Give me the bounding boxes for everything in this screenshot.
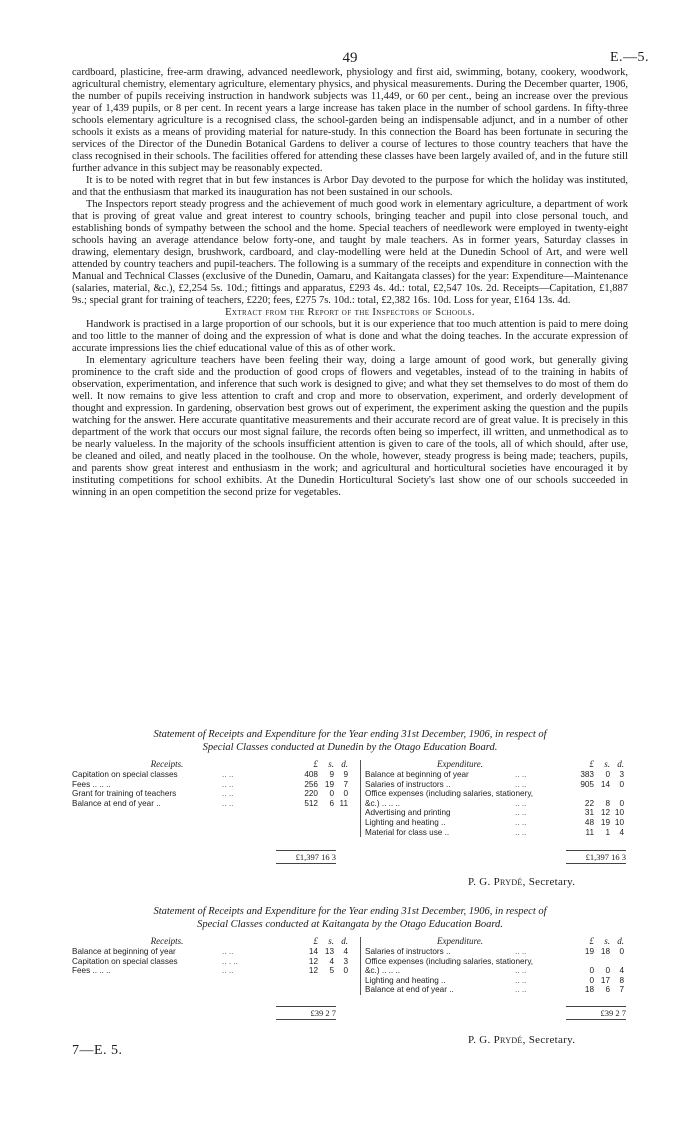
receipts-column [72,760,352,808]
ledger-row [72,799,352,809]
ledger-amount [572,828,628,838]
amount-pence: 0 [343,789,348,799]
title-line: Statement of Receipts and Expenditure for the Year ending 31st December, 1906, in respect of [153,729,547,740]
ledger-row [365,808,628,818]
ledger-label: Lighting and heating .. [365,817,446,827]
signature-name: P. G. Prydé, [468,1034,526,1046]
footer-ref: 7—E. 5. [72,1043,123,1058]
amount-pounds: 12 [308,966,318,976]
paragraph: Handwork is practised in a large proportion of our schools, but it is our experience that too much attention is paid to mere doing and too little to the manner of doing and the expression of what is done and what the doing teaches. In the accurate expression of accurate impressions lies the chief educational value of this as of other work. [72,319,628,354]
amount-pence: 3 [619,770,624,779]
leader-dots: .. .. [222,947,234,956]
ledger-row [72,780,352,790]
ledger-row [365,957,628,967]
amount-pounds: 11 [585,827,594,837]
leader-dots: .. .. [515,985,527,995]
amount-shillings: 4 [329,956,334,966]
total-expenditure: £1,397 16 3 [566,850,626,864]
total-expenditure: £39 2 7 [566,1006,626,1020]
signature-title: Secretary. [528,1034,576,1046]
paragraph: cardboard, plasticine, free-arm drawing, advanced needlework, physiology and first aid, swimming, botany, cookery, woodwork, agricultural chemistry, elementary agriculture, elementary physics, and physical measurements. During the December quarter, 1906, the number of pupils receiving instruction in handwork subjects was 11,449, or 60 per cent., being an increase over the previous year of 1,439 pupils, or 8 per cent. In recent years a large increase has taken place in the number of school gardens. In fifty-three schools elementary agriculture is a recognised class, the school-garden being an indispensable adjunct, and in a number of other schools it exists as a means of providing material for nature-study. In this connection the Board has been fortunate in securing the services of the Director of the Dunedin Botanical Gardens to deliver a course of lectures to those country teachers that have the class recognised in their schools. The facilities offered for attending these classes have been largely availed of, and in the future still further advance in this subject may be reasonably expected. [72,67,628,174]
leader-dots: .. .. [515,827,527,837]
leader-dots: .. .. [515,947,527,956]
signature-name: P. G. Prydé, [468,876,526,888]
receipts-header: Receipts. [150,936,184,946]
leader-dots: .. .. [515,966,527,976]
ledger-label: Balance at beginning of year [365,770,469,779]
total-receipts: £1,397 16 3 [276,850,336,864]
leader-dots: .. .. [515,975,527,985]
ledger-row [365,828,628,838]
expenditure-header: Expenditure. [437,936,483,946]
amount-pounds: 408 [304,770,318,779]
ledger-row [72,789,352,799]
lsd-header: £ s. d. [313,759,348,769]
leader-dots: .. .. [515,817,527,827]
amount-shillings: 17 [600,975,610,985]
amount-shillings: 1 [605,827,610,837]
ledger-row [365,966,628,976]
leader-dots: .. .. [222,798,234,808]
lsd-header: £ s. d. [589,936,624,946]
amount-pence: 4 [619,966,624,976]
leader-dots: .. .. [515,770,527,779]
amount-pence: 0 [619,947,624,956]
amount-shillings: 14 [600,779,610,789]
amount-pence: 10 [614,817,624,827]
receipts-header: Receipts. [150,759,184,769]
amount-shillings: 6 [605,985,610,995]
amount-pence: 7 [343,779,348,789]
leader-dots: .. .. [222,789,234,799]
ledger-label: Material for class use .. [365,827,450,837]
ledger-amount [296,957,352,967]
ledger-amount [572,789,628,799]
amount-shillings: 9 [329,770,334,779]
leader-dots: .. .. [222,779,234,789]
ledger-row [72,966,352,976]
amount-pounds: 256 [304,779,318,789]
ledger-label: Lighting and heating .. [365,975,446,985]
ledger-amount [296,799,352,809]
leader-dots: .. .. [515,808,527,818]
receipts-column [72,937,352,976]
lsd-header: £ s. d. [313,936,348,946]
amount-pounds: 512 [304,798,318,808]
ledger-label: Balance at end of year .. [365,985,454,995]
ledger-row [365,976,628,986]
signature [468,876,575,888]
ledger-row [365,789,628,799]
ledger-amount [296,780,352,790]
ledger-amount [296,966,352,976]
amount-pence: 3 [343,956,348,966]
ledger-label: Balance at beginning of year [72,947,176,956]
ledger-label: &c.) .. .. .. [365,966,401,976]
ledger-amount [296,770,352,780]
leader-dots: .. .. [515,779,527,789]
amount-pence: 9 [343,770,348,779]
amount-pence: 0 [619,798,624,808]
ledger-amount [572,947,628,957]
amount-shillings: 12 [600,808,610,818]
ledger-label: Capitation on special classes [72,956,178,966]
amount-pence: 10 [614,808,624,818]
amount-shillings: 0 [329,789,334,799]
ledger-amount [296,789,352,799]
ledger-label: Office expenses (including salaries, stationery, [365,956,534,966]
amount-pounds: 18 [584,985,594,995]
paragraph: The Inspectors report steady progress and the achievement of much good work in elementary agriculture, a department of work that is proving of great value and great interest to country schools, bringing teacher and pupil into close personal touch, and establishing bonds of sympathy between the school and the home. Special teachers of needlework were employed in twenty-eight schools having an average attendance below forty-one, and taught by male teachers. As in former years, Saturday classes in drawing, elementary design, brushwork, cardboard, and clay-modelling were held at the Dunedin School of Art, and were well attended by country teachers and pupil-teachers. The following is a summary of the receipts and expenditure in connection with the Manual and Technical Classes (exclusive of the Dunedin, Oamaru, and Kaitangata classes) for the year: Expenditure—Maintenance (salaries, material, &c.), £2,254 5s. 10d.; fittings and apparatus, £293 4s. 4d.: total, £2,547 10s. 2d. Receipts—Capitation, £1,887 9s.; special grant for training of teachers, £220; fees, £275 7s. 10d.: total, £2,382 16s. 10d. Loss for year, £164 13s. 4d. [72,199,628,306]
leader-dots: .. .. [222,966,234,976]
ledger-label: Capitation on special classes [72,770,178,779]
amount-shillings: 0 [605,966,610,976]
ledger-label: &c.) .. .. .. [365,798,401,808]
ledger-label: Fees .. .. .. [72,779,111,789]
ledger-amount [572,976,628,986]
ledger-row [365,818,628,828]
ledger-row [365,770,628,780]
ledger-row [365,947,628,957]
ledger-amount [572,818,628,828]
amount-pounds: 0 [589,966,594,976]
total-receipts: £39 2 7 [276,1006,336,1020]
body-text [72,67,628,499]
amount-pounds: 905 [580,779,594,789]
leader-dots: .. .. [222,770,234,779]
title-line: Special Classes conducted at Dunedin by the Otago Education Board. [202,742,498,753]
leader-dots: .. .. [515,798,527,808]
ledger-amount [572,808,628,818]
expenditure-column [360,937,628,995]
amount-pence: 4 [343,947,348,956]
ledger-row [365,985,628,995]
amount-pounds: 48 [584,817,594,827]
statement-dunedin-table [72,760,628,860]
expenditure-header: Expenditure. [437,759,483,769]
amount-pounds: 14 [308,947,318,956]
ledger-label: Office expenses (including salaries, stationery, [365,789,534,799]
document-ref: E.—5. [610,50,650,65]
ledger-amount [572,966,628,976]
ledger-row [365,799,628,809]
statement-dunedin-title [72,728,628,754]
amount-pence: 11 [339,798,348,808]
amount-pence: 7 [619,985,624,995]
signature [468,1034,575,1046]
ledger-label: Grant for training of teachers [72,789,177,799]
amount-shillings: 13 [324,947,334,956]
amount-pence: 8 [619,975,624,985]
amount-pounds: 19 [584,947,594,956]
amount-pence: 0 [619,779,624,789]
amount-shillings: 6 [329,798,334,808]
amount-shillings: 19 [600,817,610,827]
amount-pounds: 220 [304,789,318,799]
amount-pounds: 22 [584,798,594,808]
ledger-amount [572,770,628,780]
amount-shillings: 18 [600,947,610,956]
ledger-row [72,770,352,780]
ledger-amount [572,799,628,809]
paragraph: In elementary agriculture teachers have been feeling their way, doing a large amount of good work, but generally giving prominence to the craft side and the production of good crops of flowers and vegetables, instead of to the training in habits of observation, experimentation, and inference that such work is designed to give; and what they set themselves to do most of them do well. It now remains to give less attention to craft and crop and more to observation, experiment, and orderly development of thought and expression. In gardening, observation best grows out of experiment, the experiment asking the question and the pupils watching for the answer. Here accurate quantitative measurements and their accurate record are of great value. It is precisely in this department of the work that occurs our most signal failure, the records often being so imperfect, ill written, and unmethodical as to be nearly valueless. In the majority of the schools insufficient attention is given to care of the tools, all of which should, after use, be cleaned and oiled, and neatly placed in the toolhouse. On the whole, however, steady progress is being made; teachers, pupils, and parents show great interest and enthusiasm in the work; and agricultural and horticultural societies have encouraged it by instituting competitions for school exhibits. At the Dunedin Horticultural Society's last show one of our schools succeeded in winning in an open competition the second prize for vegetables. [72,355,628,498]
amount-shillings: 0 [605,770,610,779]
amount-shillings: 8 [605,798,610,808]
amount-pounds: 31 [584,808,594,818]
page-number: 49 [342,50,358,66]
ledger-amount [572,985,628,995]
title-line: Special Classes conducted at Kaitangata by the Otago Education Board. [197,919,503,930]
ledger-row [72,947,352,957]
amount-shillings: 5 [329,966,334,976]
amount-pounds: 0 [589,975,594,985]
ledger-amount [572,780,628,790]
signature-title: Secretary. [528,876,576,888]
paragraph: It is to be noted with regret that in but few instances is Arbor Day devoted to the purpose for which the holiday was instituted, and that the enthusiasm that marked its inauguration has not been sustained in our schools. [72,175,628,198]
amount-shillings: 19 [324,779,334,789]
amount-pence: 0 [343,966,348,976]
statement-kaitangata-table [72,937,628,1017]
amount-pence: 4 [619,827,624,837]
amount-pounds: 383 [580,770,594,779]
ledger-label: Balance at end of year .. [72,798,161,808]
title-line: Statement of Receipts and Expenditure for the Year ending 31st December, 1906, in respect of [153,906,547,917]
ledger-row [72,957,352,967]
leader-dots: .. . .. [222,956,238,966]
ledger-amount [296,947,352,957]
lsd-header: £ s. d. [589,759,624,769]
extract-heading: Extract from the Report of the Inspectors of Schools. [225,307,475,318]
ledger-row [365,780,628,790]
ledger-label: Salaries of instructors .. [365,779,451,789]
ledger-label: Advertising and printing [365,808,451,818]
ledger-amount [572,957,628,967]
ledger-label: Fees .. .. .. [72,966,111,976]
expenditure-column [360,760,628,837]
statement-kaitangata-title [72,905,628,931]
ledger-label: Salaries of instructors .. [365,947,451,956]
amount-pounds: 12 [308,956,318,966]
